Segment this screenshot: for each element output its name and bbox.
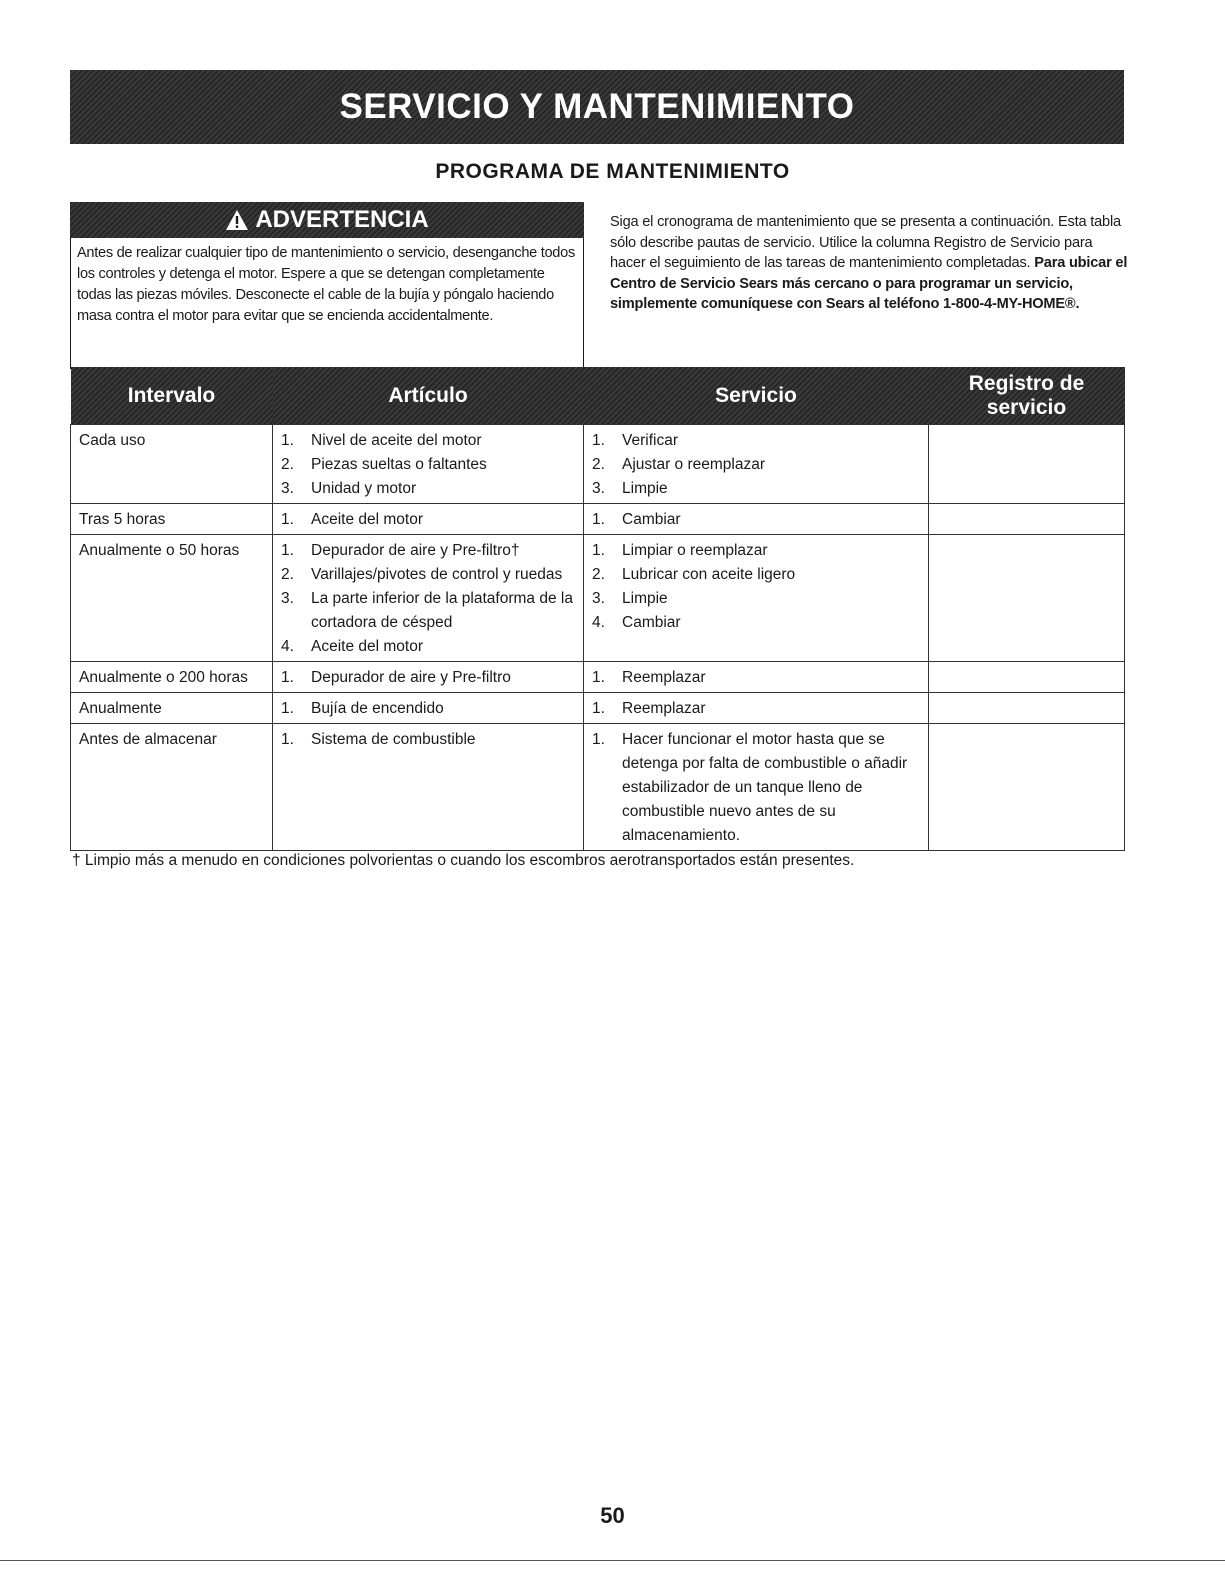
item-text: Verificar [622,432,678,449]
item-text: Reemplazar [622,700,706,717]
item-text: Unidad y motor [311,480,417,497]
item-number: 4. [592,614,605,631]
item-text: Reemplazar [622,669,706,686]
list-item [592,728,920,848]
item-number: 1. [592,700,605,717]
table-row [71,535,1125,662]
item-text: Depurador de aire y Pre-filtro [311,669,511,686]
item-text: Sistema de combustible [311,731,476,748]
list-item [281,666,575,690]
list-item [592,477,920,501]
item-number: 1. [592,511,605,528]
item-number: 1. [281,731,294,748]
list-item [592,666,920,690]
item-text: Limpiar o reemplazar [622,542,768,559]
warning-text: Antes de realizar cualquier tipo de mantenimiento o servicio, desenganche todos los controles y detenga el motor. Espere a que se detengan completamente todas las piezas móviles. Desconecte el cable de la bujía y póngalo haciendo masa contra el motor para evitar que se encienda accidentalmente. [77,245,575,324]
cell-servicio [584,535,929,662]
item-text: Nivel de aceite del motor [311,432,482,449]
table-row [71,724,1125,851]
list-item [592,697,920,721]
cell-registro[interactable] [929,693,1125,724]
item-text: Piezas sueltas o faltantes [311,456,487,473]
list-item [281,508,575,532]
cell-articulo [273,425,584,504]
list-item [592,539,920,563]
cell-intervalo: Tras 5 horas [71,504,273,535]
cell-servicio [584,504,929,535]
list-item [592,453,920,477]
item-text: La parte inferior de la plataforma de la cortadora de césped [311,590,573,631]
table-row [71,662,1125,693]
item-number: 1. [592,669,605,686]
list-item [592,508,920,532]
footnote: † Limpio más a menudo en condiciones polvorientas o cuando los escombros aerotransportados están presentes. [72,852,855,869]
item-number: 1. [281,432,294,449]
item-number: 2. [592,566,605,583]
list-item [592,587,920,611]
maintenance-table [70,367,1125,851]
header-articulo: Artículo [273,367,584,425]
item-number: 4. [281,638,294,655]
item-text: Hacer funcionar el motor hasta que se detenga por falta de combustible o añadir estabilizador de un tanque lleno de combustible nuevo antes de su almacenamiento. [622,731,908,844]
item-number: 2. [592,456,605,473]
item-number: 1. [592,542,605,559]
warning-header [70,202,584,238]
item-text: Cambiar [622,511,681,528]
cell-articulo [273,662,584,693]
list-item [281,563,575,587]
item-text: Varillajes/pivotes de control y ruedas [311,566,563,583]
table-row [71,504,1125,535]
item-number: 3. [281,480,294,497]
list-item [281,429,575,453]
item-number: 1. [592,432,605,449]
header-registro: Registro de servicio [929,367,1125,425]
section-banner [70,70,1124,144]
list-item [281,697,575,721]
cell-articulo [273,535,584,662]
cell-servicio [584,425,929,504]
list-item [281,477,575,501]
page-number: 50 [600,1503,625,1528]
cell-servicio [584,662,929,693]
cell-registro[interactable] [929,504,1125,535]
cell-articulo [273,504,584,535]
item-number: 2. [281,566,294,583]
item-text: Aceite del motor [311,511,423,528]
list-item [592,429,920,453]
cell-intervalo: Cada uso [71,425,273,504]
item-number: 1. [281,542,294,559]
cell-intervalo: Antes de almacenar [71,724,273,851]
item-text: Bujía de encendido [311,700,444,717]
warning-title: ADVERTENCIA [255,206,429,233]
warning-box [70,202,584,369]
item-text: Cambiar [622,614,681,631]
header-intervalo: Intervalo [71,367,273,425]
item-number: 1. [281,700,294,717]
cell-registro[interactable] [929,425,1125,504]
header-servicio: Servicio [584,367,929,425]
list-item [592,611,920,635]
item-number: 1. [281,511,294,528]
list-item [281,453,575,477]
item-number: 2. [281,456,294,473]
intro-text: Siga el cronograma de mantenimiento que se presenta a continuación. Esta tabla sólo describe pautas de servicio. Utilice la columna Registro de Servicio para hacer el seguimiento de las tareas de mantenimiento completadas. [610,214,1121,271]
list-item [281,635,575,659]
list-item [281,728,575,752]
item-number: 3. [281,590,294,607]
cell-servicio [584,724,929,851]
table-row [71,425,1125,504]
cell-registro[interactable] [929,662,1125,693]
cell-articulo [273,724,584,851]
item-text: Limpie [622,590,668,607]
table-body [71,425,1125,851]
warning-triangle-icon [225,209,249,231]
list-item [281,539,575,563]
item-number: 1. [592,731,605,748]
section-title: SERVICIO Y MANTENIMIENTO [339,87,855,126]
cell-intervalo: Anualmente o 50 horas [71,535,273,662]
intro-paragraph [610,212,1130,315]
cell-servicio [584,693,929,724]
list-item [281,587,575,635]
item-text: Depurador de aire y Pre-filtro† [311,542,520,559]
list-item [592,563,920,587]
cell-intervalo: Anualmente [71,693,273,724]
page-subtitle: PROGRAMA DE MANTENIMIENTO [435,160,790,183]
item-number: 1. [281,669,294,686]
item-text: Limpie [622,480,668,497]
cell-intervalo: Anualmente o 200 horas [71,662,273,693]
table-row [71,693,1125,724]
item-text: Lubricar con aceite ligero [622,566,796,583]
cell-articulo [273,693,584,724]
cell-registro[interactable] [929,724,1125,851]
item-number: 3. [592,480,605,497]
item-number: 3. [592,590,605,607]
item-text: Aceite del motor [311,638,423,655]
intro-bold-text: Para ubicar el Centro de Servicio Sears más cercano o para programar un servicio, simplemente comuníquese con Sears al teléfono 1-800-4-MY-HOME®. [610,255,1128,312]
table-header-row [71,367,1125,425]
bottom-rule [0,1560,1225,1561]
cell-registro[interactable] [929,535,1125,662]
item-text: Ajustar o reemplazar [622,456,766,473]
